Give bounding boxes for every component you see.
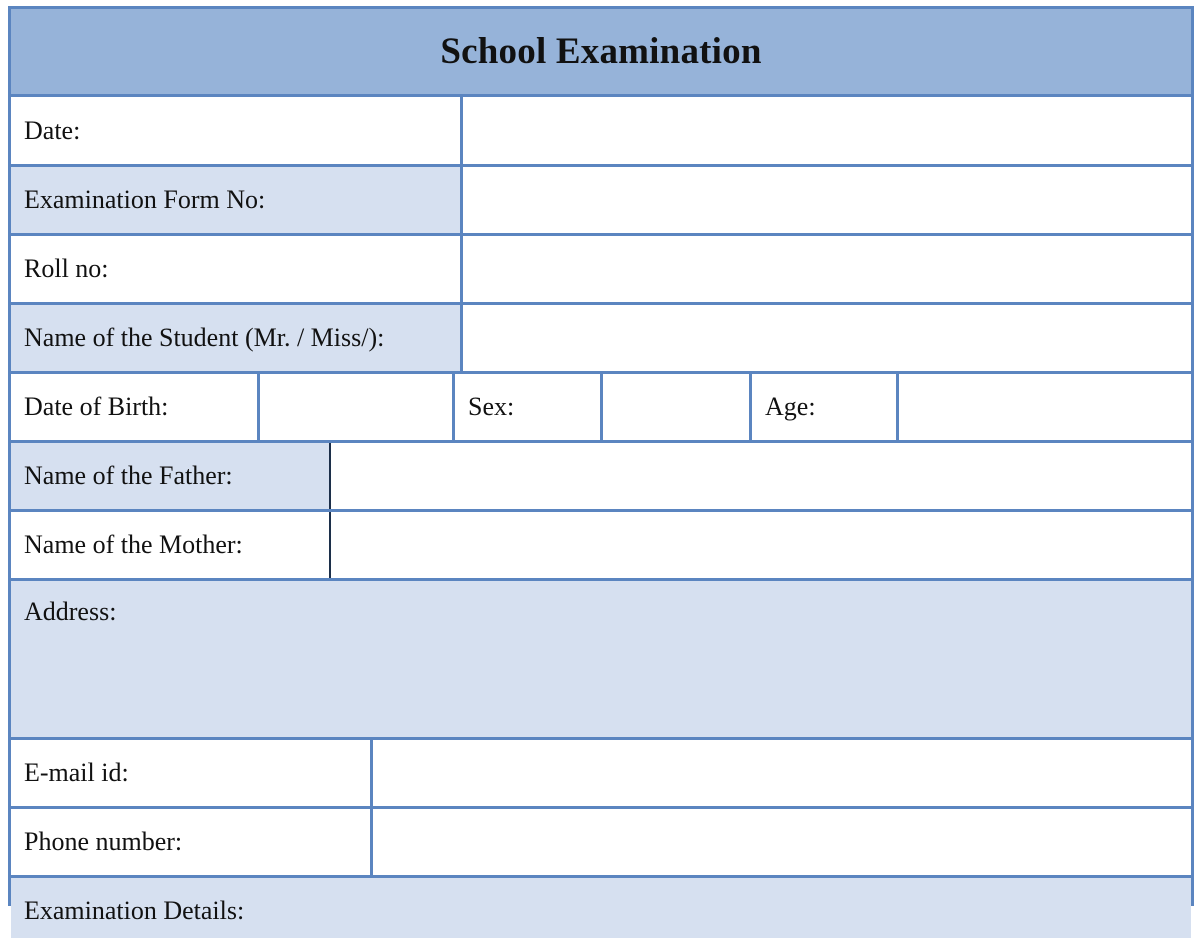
sex-field[interactable] [603, 374, 752, 440]
form-no-row [11, 167, 1191, 236]
form-header [11, 9, 1191, 97]
email-field[interactable] [373, 740, 1191, 806]
student-name-field[interactable] [463, 305, 1191, 371]
mother-name-field[interactable] [331, 512, 1191, 578]
form-title: School Examination [440, 31, 762, 72]
age-label: Age: [752, 374, 899, 440]
examination-details-label: Examination Details: [24, 896, 245, 925]
father-name-row [11, 443, 1191, 512]
phone-row [11, 809, 1191, 878]
student-name-label: Name of the Student (Mr. / Miss/): [11, 305, 463, 371]
roll-no-row [11, 236, 1191, 305]
date-label: Date: [11, 97, 463, 164]
roll-no-field[interactable] [463, 236, 1191, 302]
examination-details-row [11, 878, 1191, 938]
date-field[interactable] [463, 97, 1191, 164]
age-field[interactable] [899, 374, 1191, 440]
school-examination-form [8, 6, 1194, 925]
dob-field[interactable] [260, 374, 455, 440]
address-row [11, 581, 1191, 740]
date-row [11, 97, 1191, 167]
dob-label: Date of Birth: [11, 374, 260, 440]
mother-name-row [11, 512, 1191, 581]
form-no-field[interactable] [463, 167, 1191, 233]
father-name-label: Name of the Father: [11, 443, 331, 509]
email-row [11, 740, 1191, 809]
form-no-label: Examination Form No: [11, 167, 463, 233]
address-label: Address: [24, 597, 117, 626]
email-label: E-mail id: [11, 740, 373, 806]
roll-no-label: Roll no: [11, 236, 463, 302]
sex-label: Sex: [455, 374, 603, 440]
phone-field[interactable] [373, 809, 1191, 875]
student-name-row [11, 305, 1191, 374]
phone-label: Phone number: [11, 809, 373, 875]
dob-sex-age-row [11, 374, 1191, 443]
father-name-field[interactable] [331, 443, 1191, 509]
mother-name-label: Name of the Mother: [11, 512, 331, 578]
